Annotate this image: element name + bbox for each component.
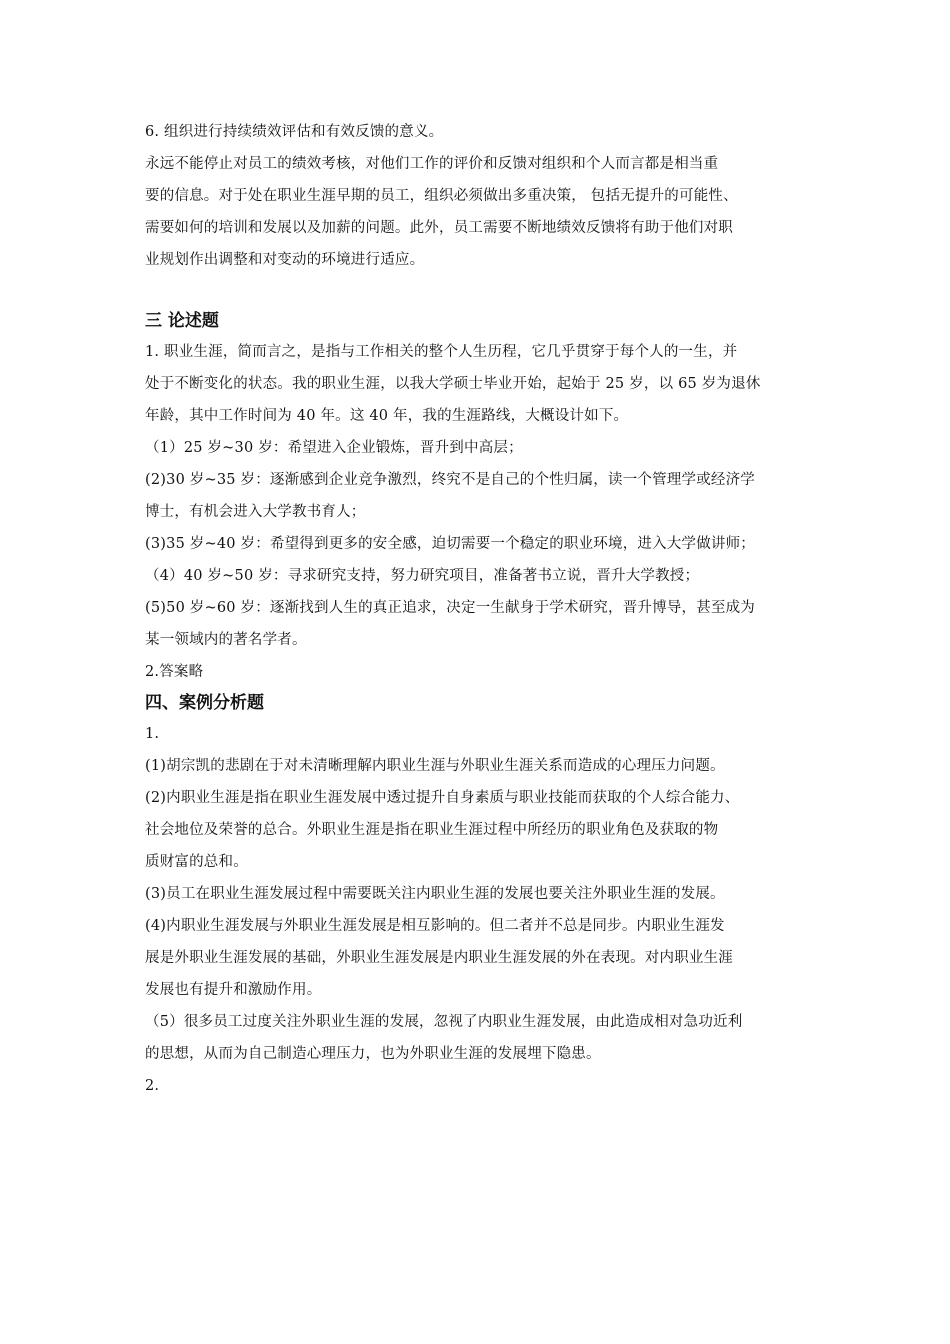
paragraph-line: 博士，有机会进入大学教书育人； <box>145 504 366 520</box>
paragraph-line: 永远不能停止对员工的绩效考核，对他们工作的评价和反馈对组织和个人而言都是相当重 <box>145 156 719 172</box>
paragraph-line: （5）很多员工过度关注外职业生涯的发展，忽视了内职业生涯发展，由此造成相对急功近利 <box>145 1014 743 1030</box>
paragraph-line: （4）40 岁~50 岁：寻求研究支持，努力研究项目，准备著书立说，晋升大学教授； <box>145 568 700 584</box>
item-6-title: 6. 组织进行持续绩效评估和有效反馈的意义。 <box>145 124 444 140</box>
paragraph-line: 业规划作出调整和对变动的环境进行适应。 <box>145 252 425 268</box>
paragraph-line: (2)30 岁~35 岁：逐渐感到企业竞争激烈，终究不是自己的个性归属，读一个管理学或经济学 <box>145 472 756 488</box>
paragraph-line: 2.答案略 <box>145 664 204 680</box>
paragraph-line: (5)50 岁~60 岁：逐渐找到人生的真正追求，决定一生献身于学术研究，晋升博导，甚至成为 <box>145 600 756 616</box>
paragraph-line: 某一领域内的著名学者。 <box>145 632 307 648</box>
paragraph-line: (4)内职业生涯发展与外职业生涯发展是相互影响的。但二者并不总是同步。内职业生涯发 <box>145 918 725 934</box>
paragraph-line: 的思想，从而为自己制造心理压力，也为外职业生涯的发展埋下隐患。 <box>145 1046 601 1062</box>
paragraph-line: (3)35 岁~40 岁：希望得到更多的安全感，迫切需要一个稳定的职业环境，进入大学做讲师； <box>145 536 756 552</box>
paragraph-line: (2)内职业生涯是指在职业生涯发展中透过提升自身素质与职业技能而获取的个人综合能力、 <box>145 790 740 806</box>
paragraph-line: 社会地位及荣誉的总合。外职业生涯是指在职业生涯过程中所经历的职业角色及获取的物 <box>145 822 719 838</box>
paragraph-line: 1. 职业生涯，简而言之，是指与工作相关的整个人生历程，它几乎贯穿于每个人的一生，并 <box>145 344 738 360</box>
section-heading-case-analysis: 四、案例分析题 <box>145 693 264 713</box>
paragraph-line: （1）25 岁~30 岁：希望进入企业锻炼，晋升到中高层； <box>145 440 523 456</box>
paragraph-line: 要的信息。对于处在职业生涯早期的员工，组织必须做出多重决策， 包括无提升的可能性、 <box>145 188 738 204</box>
paragraph-line: 质财富的总和。 <box>145 854 248 870</box>
paragraph-line: 发展也有提升和激励作用。 <box>145 982 322 998</box>
section-heading-essay: 三 论述题 <box>145 311 219 331</box>
paragraph-line: 年龄，其中工作时间为 40 年。这 40 年，我的生涯路线，大概设计如下。 <box>145 408 629 424</box>
paragraph-line: 2. <box>145 1078 160 1094</box>
paragraph-line: 展是外职业生涯发展的基础，外职业生涯发展是内职业生涯发展的外在表现。对内职业生涯 <box>145 950 733 966</box>
paragraph-line: 1. <box>145 726 160 742</box>
paragraph-line: 处于不断变化的状态。我的职业生涯，以我大学硕士毕业开始，起始于 25 岁，以 65 岁为退休 <box>145 376 761 392</box>
paragraph-line: (1)胡宗凯的悲剧在于对未清晰理解内职业生涯与外职业生涯关系而造成的心理压力问题。 <box>145 758 725 774</box>
paragraph-line: 需要如何的培训和发展以及加薪的问题。此外，员工需要不断地绩效反馈将有助于他们对职 <box>145 220 733 236</box>
paragraph-line: (3)员工在职业生涯发展过程中需要既关注内职业生涯的发展也要关注外职业生涯的发展。 <box>145 886 725 902</box>
document-page <box>145 116 813 1102</box>
